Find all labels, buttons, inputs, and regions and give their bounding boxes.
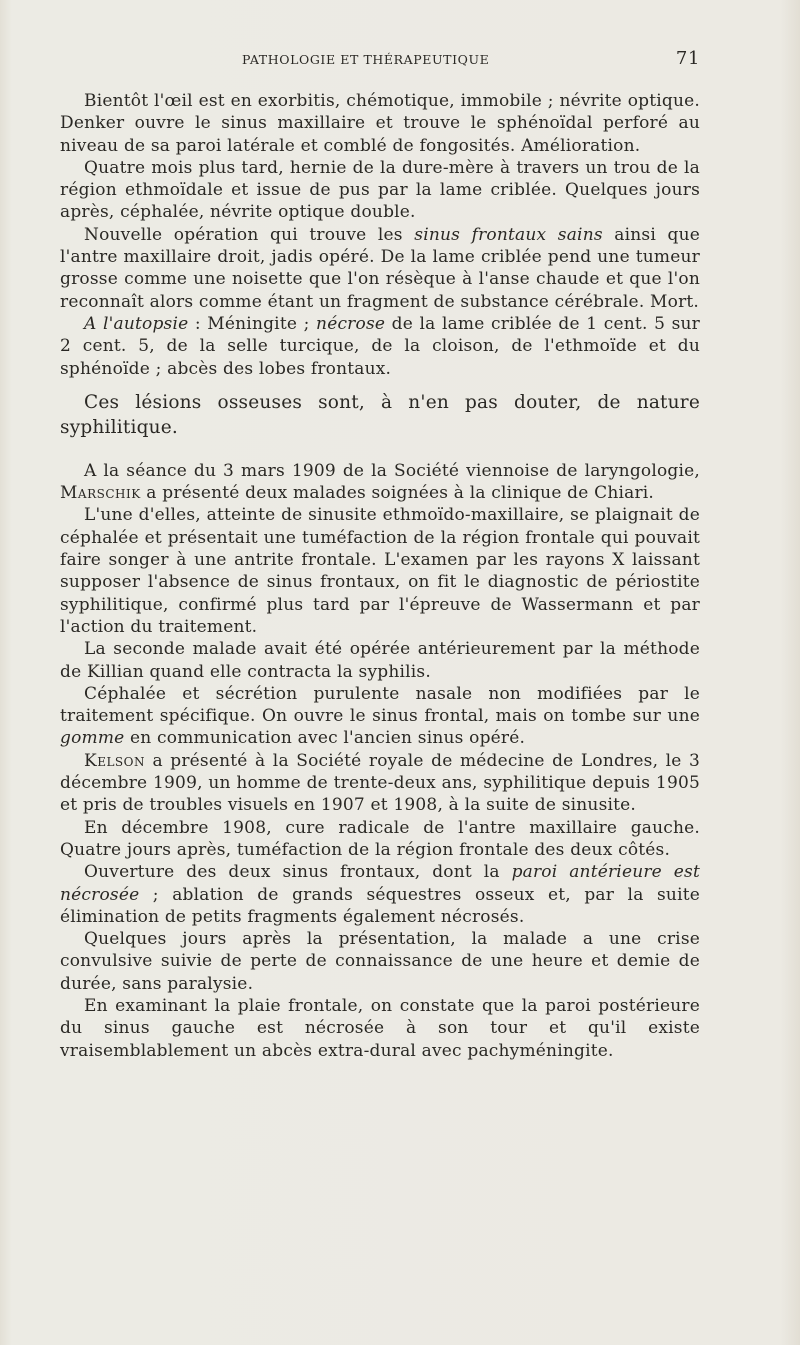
paragraph: L'une d'elles, atteinte de sinusite ethmoïdo-maxillaire, se plaignait de céphalée et présentait une tuméfaction de la région frontale qui pouvait faire songer à une antrite frontale. L'examen par les rayons X laissant supposer l'absence de sinus frontaux, on fit le diagnostic de périostite syphilitique, confirmé plus tard par l'épreuve de Wassermann et par l'action du traitement. xyxy=(60,505,700,637)
emphasis: nécrose xyxy=(316,313,386,334)
author-name: Kelson xyxy=(84,750,145,771)
paragraph: Quelques jours après la présentation, la malade a une crise convulsive suivie de perte de connaissance de une heure et demie de durée, sans paralysie. xyxy=(60,929,700,994)
paragraph: La seconde malade avait été opérée antérieurement par la méthode de Killian quand elle contracta la syphilis. xyxy=(60,639,700,682)
paragraph xyxy=(60,683,700,750)
conclusion-paragraph: Ces lésions osseuses sont, à n'en pas douter, de nature syphilitique. xyxy=(60,391,700,438)
author-name: Marschik xyxy=(60,483,141,504)
emphasis: paroi antérieure est nécrosée xyxy=(60,862,700,905)
text-run: Nouvelle opération qui trouve les xyxy=(84,224,415,245)
paragraph xyxy=(60,224,700,313)
text-run: a présenté deux malades soignées à la clinique de Chiari. xyxy=(140,483,655,504)
text-run: : Méningite ; xyxy=(188,313,317,334)
paragraph: En décembre 1908, cure radicale de l'antre maxillaire gauche. Quatre jours après, tuméfaction de la région frontale des deux côtés. xyxy=(60,817,700,860)
emphasis: sinus frontaux sains xyxy=(414,224,603,245)
running-title: PATHOLOGIE ET THÉRAPEUTIQUE xyxy=(242,52,490,67)
page-header xyxy=(60,50,700,72)
paragraph xyxy=(60,313,700,380)
body-text xyxy=(60,90,700,1062)
emphasis: A l'autopsie xyxy=(84,313,189,334)
text-run: Céphalée et sécrétion purulente nasale non modifiées par le traitement spécifique. On ouvre le sinus frontal, mais on tombe sur une xyxy=(60,683,700,727)
page-number: 71 xyxy=(675,48,700,69)
paragraph: En examinant la plaie frontale, on constate que la paroi postérieure du sinus gauche est nécrosée à son tour et qu'il existe vraisemblablement un abcès extra-dural avec pachyméningite. xyxy=(60,995,700,1061)
paragraph: Quatre mois plus tard, hernie de la dure-mère à travers un trou de la région ethmoïdale et issue de pus par la lame criblée. Quelques jours après, céphalée, névrite optique double. xyxy=(60,157,700,223)
text-run: en communication avec l'ancien sinus opéré. xyxy=(124,728,526,749)
emphasis: gomme xyxy=(60,728,125,749)
text-run: Ouverture des deux sinus frontaux, dont la xyxy=(84,862,512,883)
paragraph xyxy=(60,750,700,817)
paragraph xyxy=(60,460,700,505)
text-run: ; ablation de grands séquestres osseux et, par la suite élimination de petits fragments également nécrosés. xyxy=(60,884,700,927)
text-run: de la lame criblée de 1 cent. 5 sur 2 cent. 5, de la selle turcique, de la cloison, de l'ethmoïde et du sphénoïde ; abcès des lobes frontaux. xyxy=(60,313,700,379)
paragraph: Bientôt l'œil est en exorbitis, chémotique, immobile ; névrite optique. Denker ouvre le sinus maxillaire et trouve le sphénoïdal perforé au niveau de sa paroi latérale et comblé de fongosités. Amélioration. xyxy=(60,91,700,156)
text-run: A la séance du 3 mars 1909 de la Société viennoise de laryngologie, xyxy=(84,460,700,481)
text-run: a présenté à la Société royale de médecine de Londres, le 3 décembre 1909, un homme de trente-deux ans, syphilitique depuis 1905 et pris de troubles visuels en 1907 et 1908, à la suite de sinusite. xyxy=(60,750,700,816)
paragraph xyxy=(60,861,700,928)
text-run: ainsi que l'antre maxillaire droit, jadis opéré. De la lame criblée pend une tumeur grosse comme une noisette que l'on résèque à l'anse chaude et que l'on reconnaît alors comme étant un fragment de substance cérébrale. Mort. xyxy=(60,224,700,312)
